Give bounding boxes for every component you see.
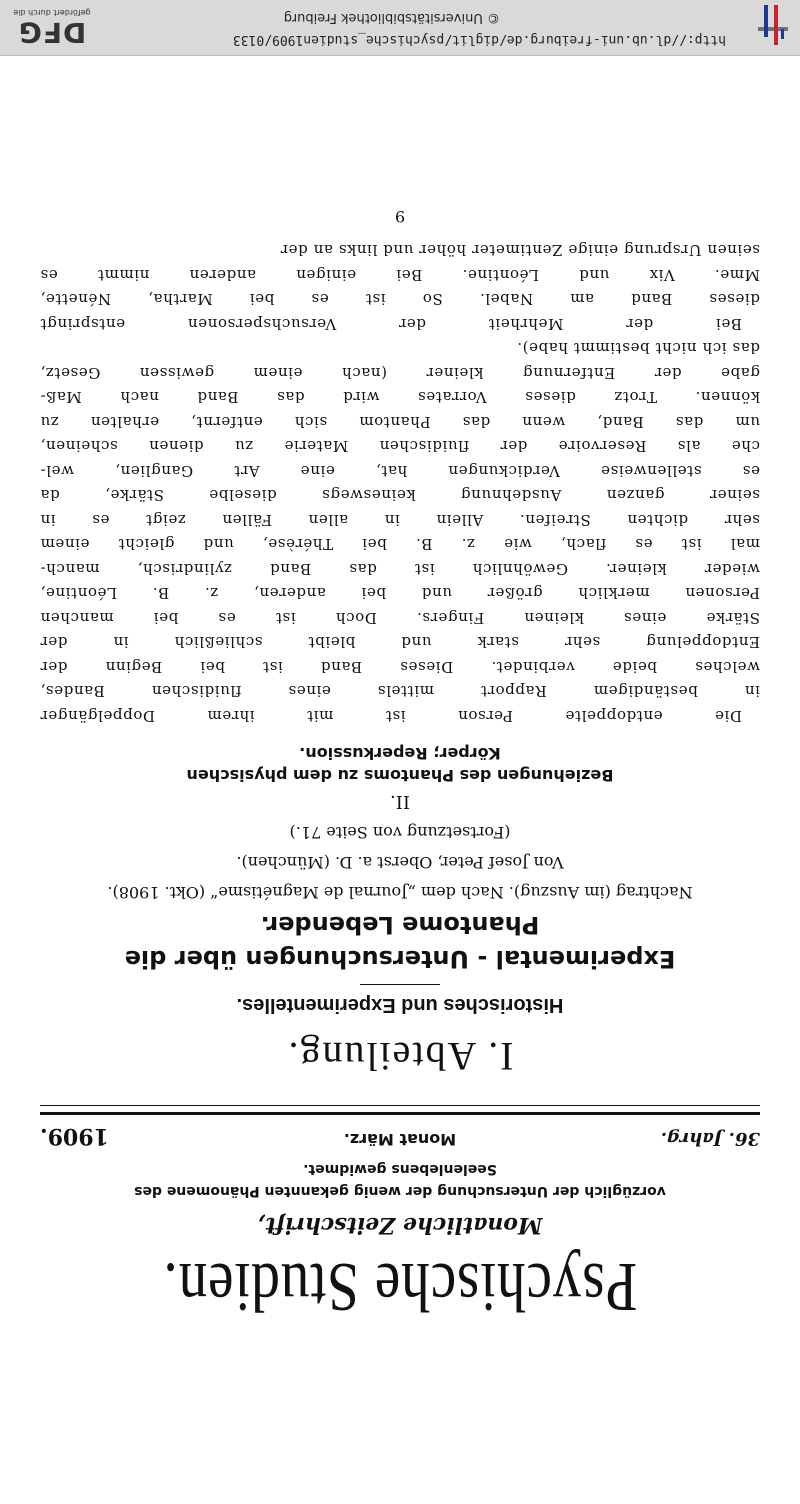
continuation-note: (Fortsetzung von Seite 71.) [289,823,511,842]
body-text-line: sehr dichten Streifen. Allein in allen Fällen zeigt es in [40,511,760,529]
body-text-line: Personen merklich größer und bei anderen, z. B. Léontine, [40,584,760,603]
body-text-line: dieses Band am Nabel. So ist es bei Martha, Nénette, [40,290,760,309]
body-text-line: che als Reservoire der fluidischen Materie zu dienen scheinen, [40,437,760,456]
body-text-line: seiner ganzen Ausdehnung keineswegs dieselbe Stärke, da [40,486,760,505]
body-text-line: Die entdoppelte Person ist mit ihrem Doppelgänger [40,707,742,725]
body-text-line: Mme. Vix und Léontine. Bei einigen anderen nimmt es [40,266,760,284]
body-text-line: welches beide verbindet. Dieses Band ist bei Beginn der [40,658,760,676]
body-text-line: mal ist es flach, wie z. B. bei Thérèse, und gleicht einem [40,535,760,554]
issue-month: Monat März. [343,1130,457,1149]
viewer-footer-bar [0,0,800,56]
body-text-line: wieder kleiner. Gewöhnlich ist das Band zylindrisch, manch- [40,560,760,578]
ub-freiburg-logo-icon [754,5,788,45]
article-title-line: Experimental - Untersuchungen über die [124,945,676,973]
division-title: I. Abteilung. [286,1034,514,1079]
division-subtitle: Historisches und Experimentelles. [236,994,564,1016]
article-body [40,238,760,728]
body-text-line: gabe der Entfernung kleiner (nach einem gewissen Gesetz, [40,364,760,382]
journal-subtitle: Monatliche Zeitschrift, [257,1212,543,1238]
journal-description: vorzüglich der Untersuchung der wenig gekannten Phänomene des Seelenlebens gewidmet. [134,1161,666,1199]
body-text-line: Stärke eines kleinen Fingers. Doch ist es bei manchen [40,609,760,627]
body-text-line: in beständigem Rapport mittels eines fluidischen Bandes, [40,682,760,701]
body-text-line: Entdoppelung sehr stark und bleibt schließlich in der [40,633,760,652]
body-paragraph [40,336,760,728]
body-text-line: es stellenweise Verdickungen hat, eine Art Ganglien, wel- [40,462,760,480]
section-heading [0,742,800,786]
article-source: Nachtrag (im Auszug). Nach dem „Journal de Magnétisme“ (Okt. 1908). [107,883,693,902]
journal-title: Psychische Studien. [162,1248,638,1325]
body-text-line: können. Trotz dieses Vorrates wird das Band nach Maß- [40,388,760,407]
copyright-notice: © Universitätsbibliothek Freiburg [283,10,500,25]
issue-volume: 36. Jahrg. [660,1128,760,1149]
masthead-divider [40,1105,760,1115]
section-divider [360,984,440,985]
document-url-link[interactable]: http://dl.ub.uni-freiburg.de/diglit/psychische_studien1909/0133 [232,32,726,47]
dfg-caption: gefördert durch die [13,8,91,17]
dfg-funding-badge [12,5,92,47]
section-number: II. [390,791,410,812]
body-text-line: Bei der Mehrheit der Versuchspersonen entspringt [40,315,742,333]
body-text-line: um das Band, wenn das Phantom sich entfernt, erhalten zu [40,413,760,431]
article-title-line: Phantome Lebender. [260,911,540,939]
dfg-logo: DFG [17,16,87,49]
section-heading-line: Beziehungen des Phantoms zu dem physischen [186,766,614,785]
section-heading-line: Körper; Reperkussion. [299,744,501,763]
article-title [0,908,800,976]
body-paragraph [40,238,760,336]
body-text-line: seinen Ursprung einige Zentimeter höher und links an der [280,241,760,260]
issue-year: 1909. [40,1123,109,1149]
article-author: Von Josef Peter, Oberst a. D. (München). [236,853,564,872]
body-text-line: das ich nicht bestimmt habe). [516,339,760,358]
page-number: 9 [394,207,406,226]
issue-info-row [40,1117,760,1149]
